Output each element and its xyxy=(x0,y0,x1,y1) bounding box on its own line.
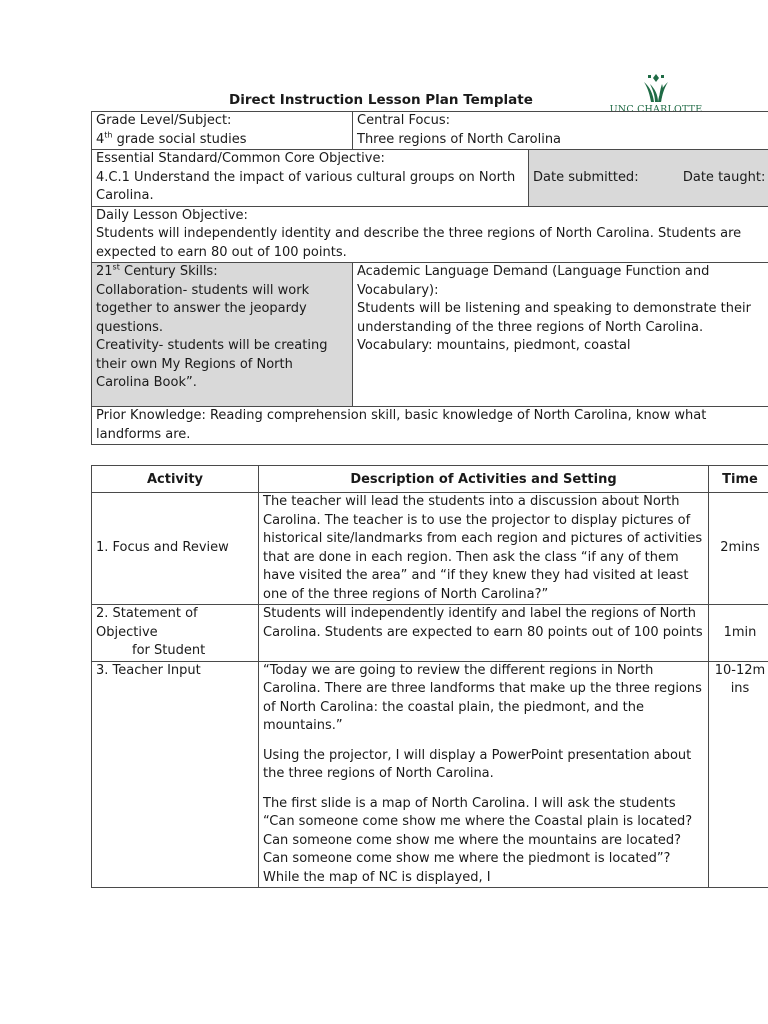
activity-description xyxy=(259,661,709,888)
daily-objective-cell xyxy=(92,206,768,263)
standard-row xyxy=(92,150,768,207)
creativity-skill: Creativity- students will be creating their own My Regions of North Carolina Book”. xyxy=(96,338,328,390)
date-cell xyxy=(529,150,768,207)
daily-objective-row xyxy=(92,206,768,263)
essential-standard-label: Essential Standard/Common Core Objective: xyxy=(96,151,385,166)
academic-language-label: Academic Language Demand (Language Function and Vocabulary): xyxy=(357,264,710,298)
teacher-input-paragraph: The first slide is a map of North Carolina. I will ask the students “Can someone come show me where the Coastal plain is located? Can someone come show me where the mountains are located? Can someone come show me where the piedmont is located”? While the map of NC is displayed, I xyxy=(263,795,693,885)
activity-name: 1. Focus and Review xyxy=(92,493,259,605)
grade-level-cell xyxy=(92,112,353,150)
central-focus-value: Three regions of North Carolina xyxy=(357,131,562,147)
century-skills-label: 21st Century Skills: xyxy=(96,262,218,279)
document-title: Direct Instruction Lesson Plan Template xyxy=(229,92,533,108)
activity-header: Activity xyxy=(92,466,259,493)
century-skills-cell xyxy=(92,263,353,407)
date-submitted-label: Date submitted: xyxy=(533,169,639,185)
table-row xyxy=(92,661,768,888)
collaboration-skill: Collaboration- students will work together to answer the jeopardy questions. xyxy=(96,282,310,335)
grade-focus-row xyxy=(92,112,768,150)
crown-logo-icon xyxy=(604,70,708,106)
activities-header-row xyxy=(92,466,768,493)
date-taught-label: Date taught: xyxy=(682,169,766,185)
essential-standard-cell xyxy=(92,150,529,207)
time-header: Time xyxy=(709,466,768,493)
central-focus-label: Central Focus: xyxy=(357,113,450,128)
grade-level-value: 4th grade social studies xyxy=(96,130,247,147)
activity-description: Students will independently identify and label the regions of North Carolina. Students are expected to earn 80 points out of 100 points xyxy=(259,605,709,662)
activity-time: 1min xyxy=(709,605,768,662)
academic-language-value: Students will be listening and speaking to demonstrate their understanding of the three regions of North Carolina. xyxy=(357,301,751,335)
grade-level-label: Grade Level/Subject: xyxy=(96,113,232,128)
teacher-input-paragraph: Using the projector, I will display a PowerPoint presentation about the three regions of North Carolina. xyxy=(263,747,692,781)
table-row xyxy=(92,493,768,605)
academic-language-cell xyxy=(353,263,768,407)
activity-name: 2. Statement of Objective for Student xyxy=(92,605,259,662)
central-focus-cell xyxy=(353,112,768,150)
daily-objective-value: Students will independently identity and describe the three regions of North Carolina. Students are expected to earn 80 out of 100 points. xyxy=(96,226,742,260)
activities-table xyxy=(91,465,768,888)
activity-name: 3. Teacher Input xyxy=(92,661,259,888)
prior-knowledge-cell: Prior Knowledge: Reading comprehension skill, basic knowledge of North Carolina, know what landforms are. xyxy=(92,407,768,445)
lesson-info-table xyxy=(91,111,768,445)
essential-standard-value: 4.C.1 Understand the impact of various cultural groups on North Carolina. xyxy=(96,169,516,203)
activity-time: 10-12mins xyxy=(709,661,768,888)
logo-text: UNC CHARLOTTE xyxy=(609,104,703,115)
prior-knowledge-row xyxy=(92,407,768,445)
skills-language-row xyxy=(92,263,768,407)
daily-objective-label: Daily Lesson Objective: xyxy=(96,207,248,223)
activity-time: 2mins xyxy=(709,493,768,605)
table-row xyxy=(92,605,768,662)
activity-description: The teacher will lead the students into a discussion about North Carolina. The teacher is to use the projector to display pictures of historical site/landmarks from each region and pictures of activities that are done in each region. Then ask the class “if any of them have visited the area” and “if they knew they had visited at least one of the three regions of North Carolina?” xyxy=(259,493,709,605)
vocabulary: Vocabulary: mountains, piedmont, coastal xyxy=(357,338,631,353)
description-header: Description of Activities and Setting xyxy=(259,466,709,493)
teacher-input-paragraph: “Today we are going to review the different regions in North Carolina. There are three landforms that make up the three regions of North Carolina: the coastal plain, the piedmont, and the mountains.” xyxy=(263,662,702,733)
